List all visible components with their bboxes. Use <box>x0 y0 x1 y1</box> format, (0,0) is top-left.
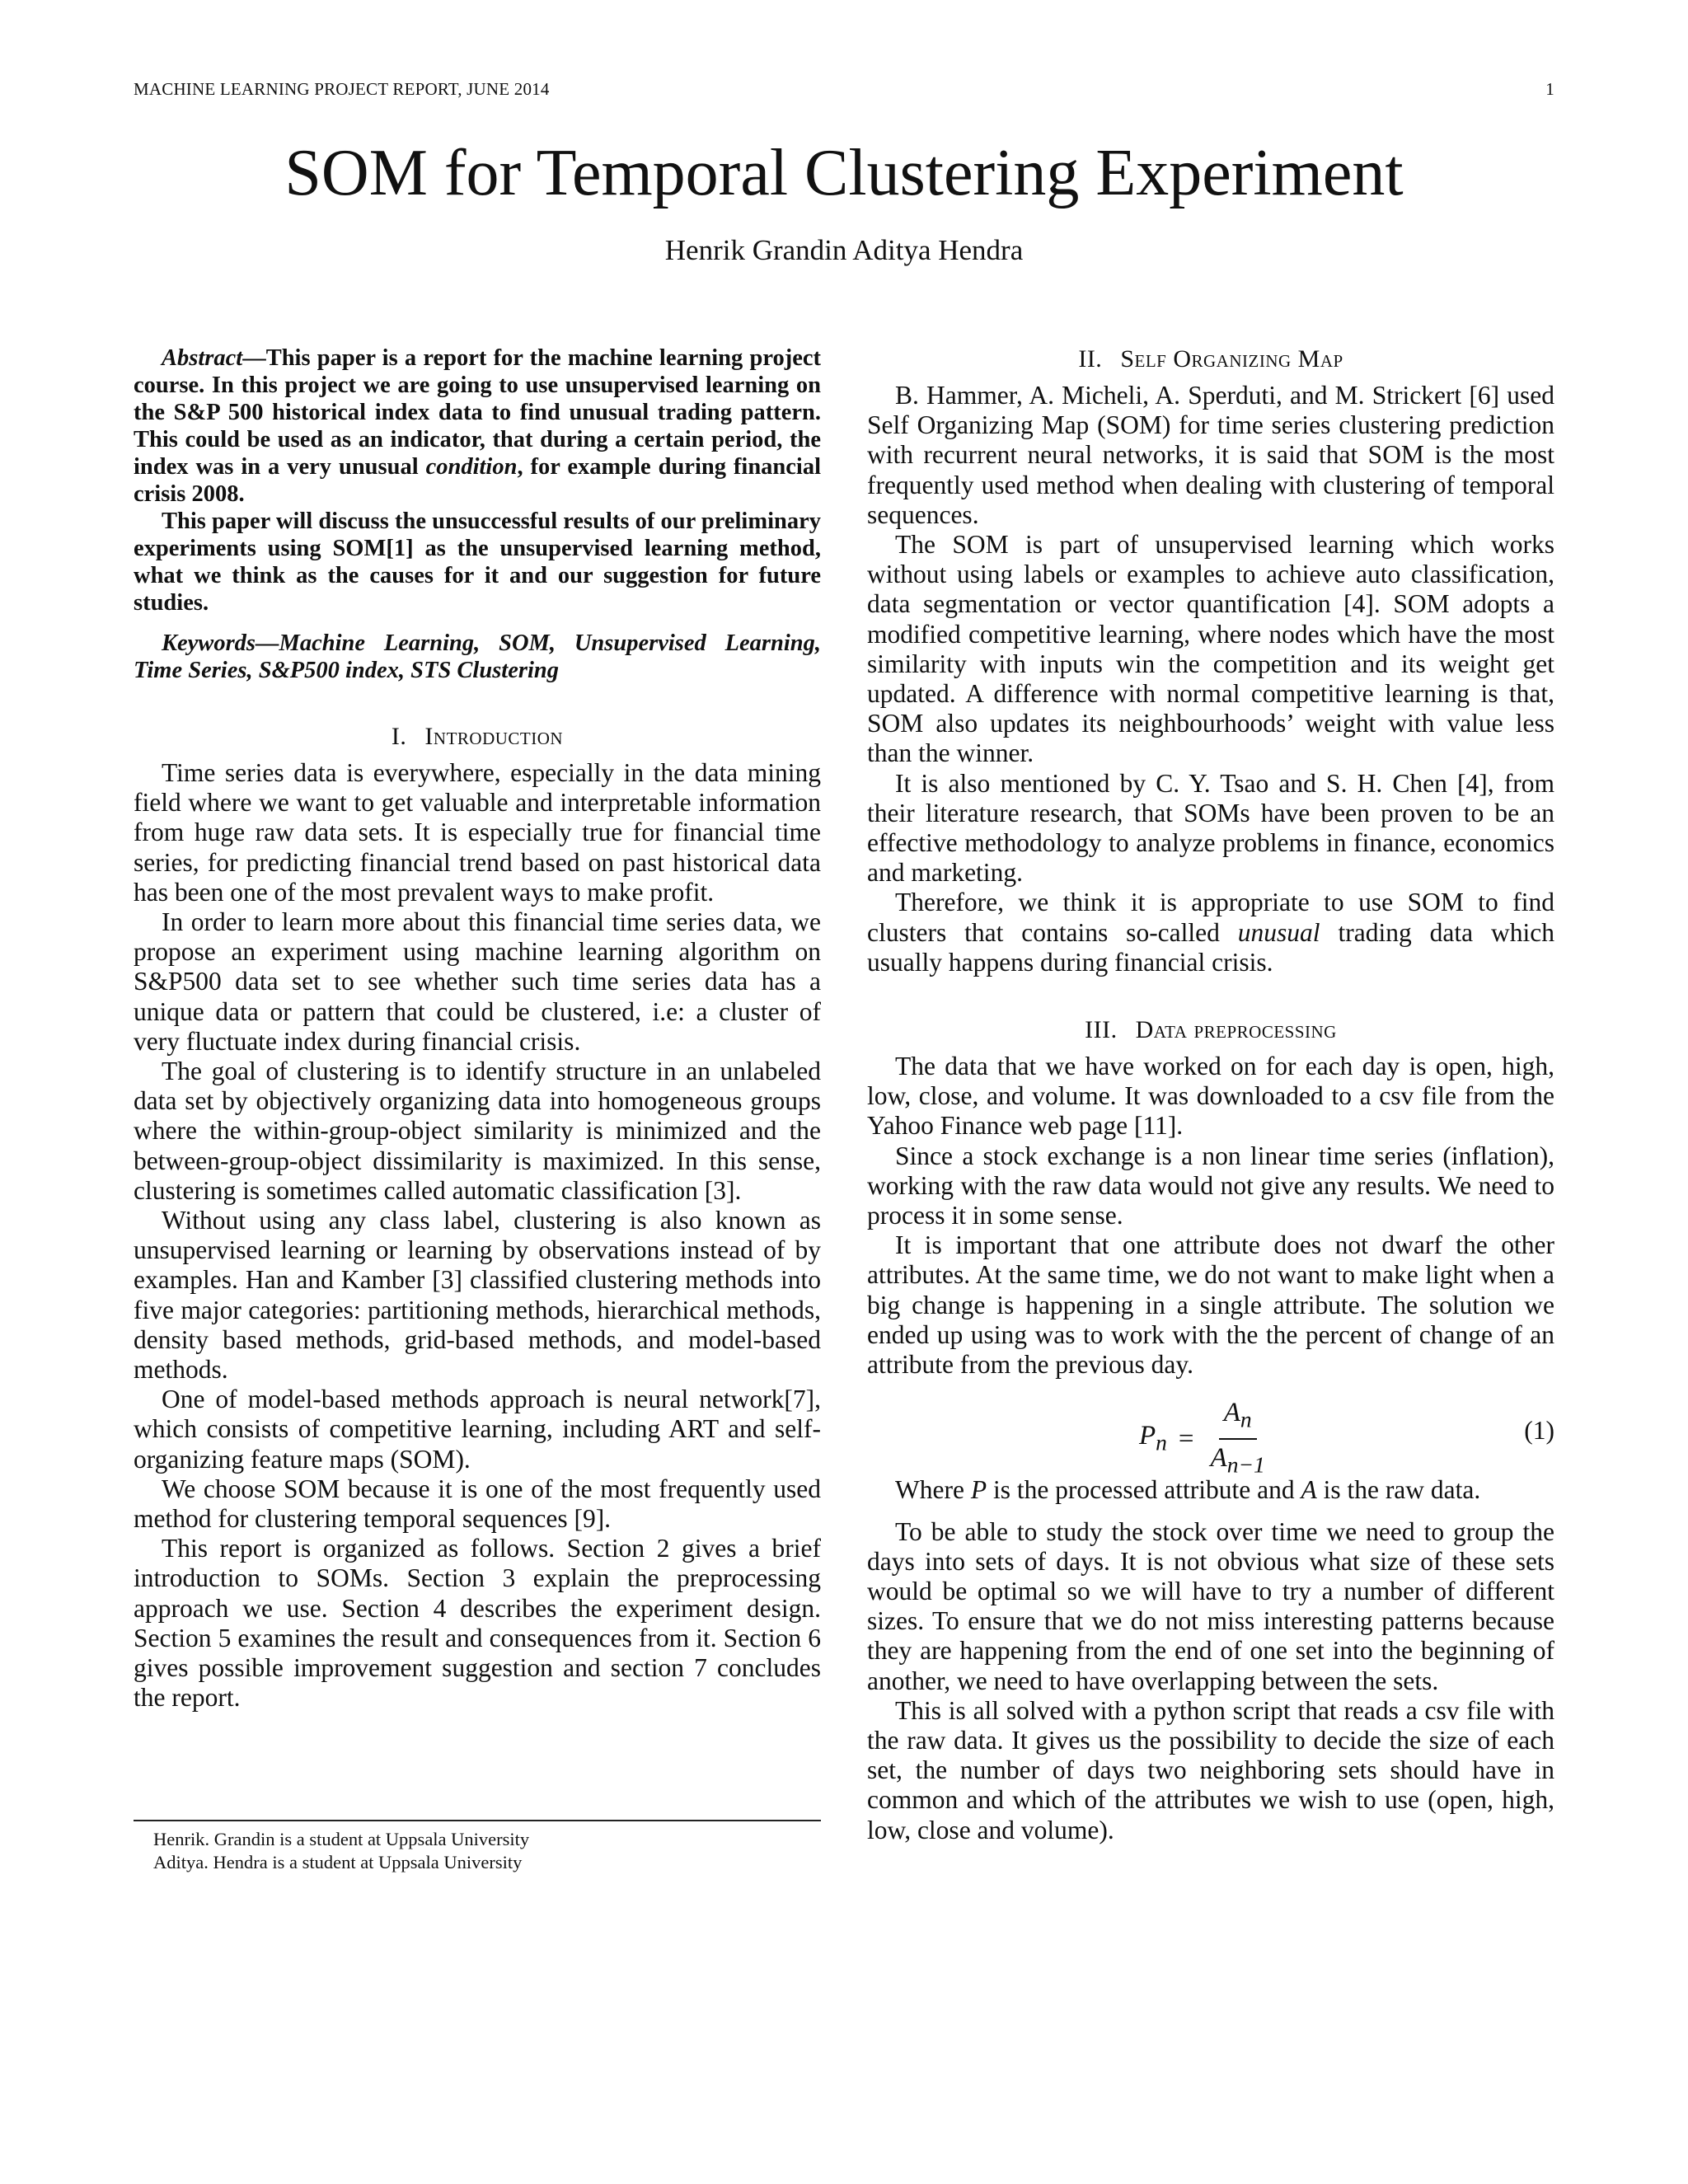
prep-paragraph: It is important that one attribute does not dwarf the other attributes. At the same time, we do not want to make light when a big change is happening in a single attribute. The solution we ended up using was to work with the the percent of change of an attribute from the previous day. <box>867 1230 1554 1380</box>
som-paragraph: The SOM is part of unsupervised learning which works without using labels or examples to achieve auto classification, data segmentation or vector quantification [4]. SOM adopts a modified competitive learning, where nodes which have the most similarity with inputs win the competition and its weight get updated. A difference with normal competitive learning is that, SOM also updates its neighbourhoods’ weight with value less than the winner. <box>867 530 1554 768</box>
section-heading-som: II. Self Organizing Map <box>1078 345 1343 373</box>
footnote-item: Aditya. Hendra is a student at Uppsala University <box>153 1852 523 1872</box>
keywords: Keywords—Machine Learning, SOM, Unsupervised Learning, Time Series, S&P500 index, STS Clustering <box>134 630 821 683</box>
equation-1 <box>867 1394 1554 1478</box>
fraction: $\frac{A_n}{A_{n-1}}$ <box>1210 1398 1265 1478</box>
intro-paragraph: Time series data is everywhere, especially in the data mining field where we want to get valuable and interpretable information from huge raw data sets. It is especially true for financial time series, for predicting financial trend based on past historical data has been one of the most prevalent ways to make profit. <box>134 758 821 907</box>
som-paragraph: B. Hammer, A. Micheli, A. Sperduti, and M. Strickert [6] used Self Organizing Map (SOM) for time series clustering prediction with recurrent neural networks, it is said that SOM is the most frequently used method when dealing with clustering of temporal sequences. <box>867 381 1554 529</box>
equation-explanation: Where P is the processed attribute and A is the raw data. <box>895 1475 1481 1505</box>
left-column <box>134 344 821 1713</box>
footnote-item: Henrik. Grandin is a student at Uppsala University <box>153 1829 530 1849</box>
prep-paragraph: To be able to study the stock over time we need to group the days into sets of days. It is not obvious what size of these sets would be optimal so we will have to try a number of different sizes. To ensure that we do not miss interesting patterns because they are happening from the end of one set into the beginning of another, we need to have overlapping between the sets. <box>867 1516 1554 1695</box>
abstract-label: Abstract <box>162 345 243 371</box>
prep-paragraph: The data that we have worked on for each day is open, high, low, close, and volume. It was downloaded to a csv file from the Yahoo Finance web page [11]. <box>867 1052 1554 1141</box>
keywords-text: Machine Learning, SOM, Unsupervised Learning, Time Series, S&P500 index, STS Clustering <box>134 630 821 683</box>
right-column <box>867 344 1554 1845</box>
page-number: 1 <box>1545 79 1554 99</box>
equation-body: $P_n$ = $\frac{A_n}{A_{n-1}}$ <box>1139 1398 1270 1480</box>
abstract-paragraph-1: Abstract—This paper is a report for the machine learning project course. In this project we are going to use unsupervised learning on the S&P 500 historical index data to find unusual trading pattern. This could be used as an indicator, that during a certain period, the index was in a very unusual condition, for example during financial crisis 2008. <box>134 345 822 507</box>
section-heading-introduction: I. Introduction <box>391 723 564 750</box>
intro-paragraph: The goal of clustering is to identify structure in an unlabeled data set by objectively organizing data into homogeneous groups where the within-group-object similarity is minimized and the between-group-object dissimilarity is maximized. In this sense, clustering is sometimes called automatic classification [3]. <box>134 1057 821 1205</box>
som-paragraph: It is also mentioned by C. Y. Tsao and S. H. Chen [4], from their literature research, that SOMs have been proven to be an effective methodology to analyze problems in finance, economics and marketing. <box>867 768 1554 888</box>
equation-number: (1) <box>1524 1416 1554 1446</box>
running-header <box>134 79 1554 100</box>
intro-paragraph: We choose SOM because it is one of the most frequently used method for clustering temporal sequences [9]. <box>134 1474 821 1534</box>
journal-name: MACHINE LEARNING PROJECT REPORT, JUNE 2014 <box>134 79 550 99</box>
prep-paragraph: Since a stock exchange is a non linear time series (inflation), working with the raw data would not give any results. We need to process it in some sense. <box>867 1141 1554 1230</box>
section-heading-preprocessing: III. Data preprocessing <box>1085 1016 1337 1044</box>
paper-authors: Henrik Grandin Aditya Hendra <box>664 234 1024 266</box>
intro-paragraph: One of model-based methods approach is neural network[7], which consists of competitive learning, including ART and self-organizing feature maps (SOM). <box>134 1385 821 1474</box>
paper-title: SOM for Temporal Clustering Experiment <box>284 137 1404 209</box>
abstract <box>134 344 821 616</box>
intro-paragraph: In order to learn more about this financial time series data, we propose an experiment using machine learning algorithm on S&P500 data set to see whether such time series data has a unique data or pattern that could be clustered, i.e: a cluster of very fluctuate index during financial crisis. <box>134 907 821 1056</box>
prep-paragraph: This is all solved with a python script that reads a csv file with the raw data. It gives us the possibility to decide the size of each set, the number of days two neighboring sets should have in common and which of the attributes we wish to use (open, high, low, close and volume). <box>867 1695 1554 1844</box>
intro-paragraph: This report is organized as follows. Section 2 gives a brief introduction to SOMs. Section 3 explain the preprocessing approach we use. Section 4 describes the experiment design. Section 5 examines the result and consequences from it. Section 6 gives possible improvement suggestion and section 7 concludes the report. <box>134 1534 821 1713</box>
intro-paragraph: Without using any class label, clustering is also known as unsupervised learning or learning by observations instead of by examples. Han and Kamber [3] classified clustering methods into five major categories: partitioning methods, hierarchical methods, density based methods, grid-based methods, and model-based methods. <box>134 1206 821 1385</box>
abstract-paragraph-2: This paper will discuss the unsuccessful results of our preliminary experiments using SOM[1] as the unsupervised learning method, what we think as the causes for it and our suggestion for future studies. <box>134 509 821 616</box>
som-paragraph: Therefore, we think it is appropriate to use SOM to find clusters that contains so-called unusual trading data which usually happens during financial crisis. <box>867 888 1554 977</box>
footnotes <box>134 1820 821 1874</box>
keywords-label: Keywords <box>162 630 256 656</box>
